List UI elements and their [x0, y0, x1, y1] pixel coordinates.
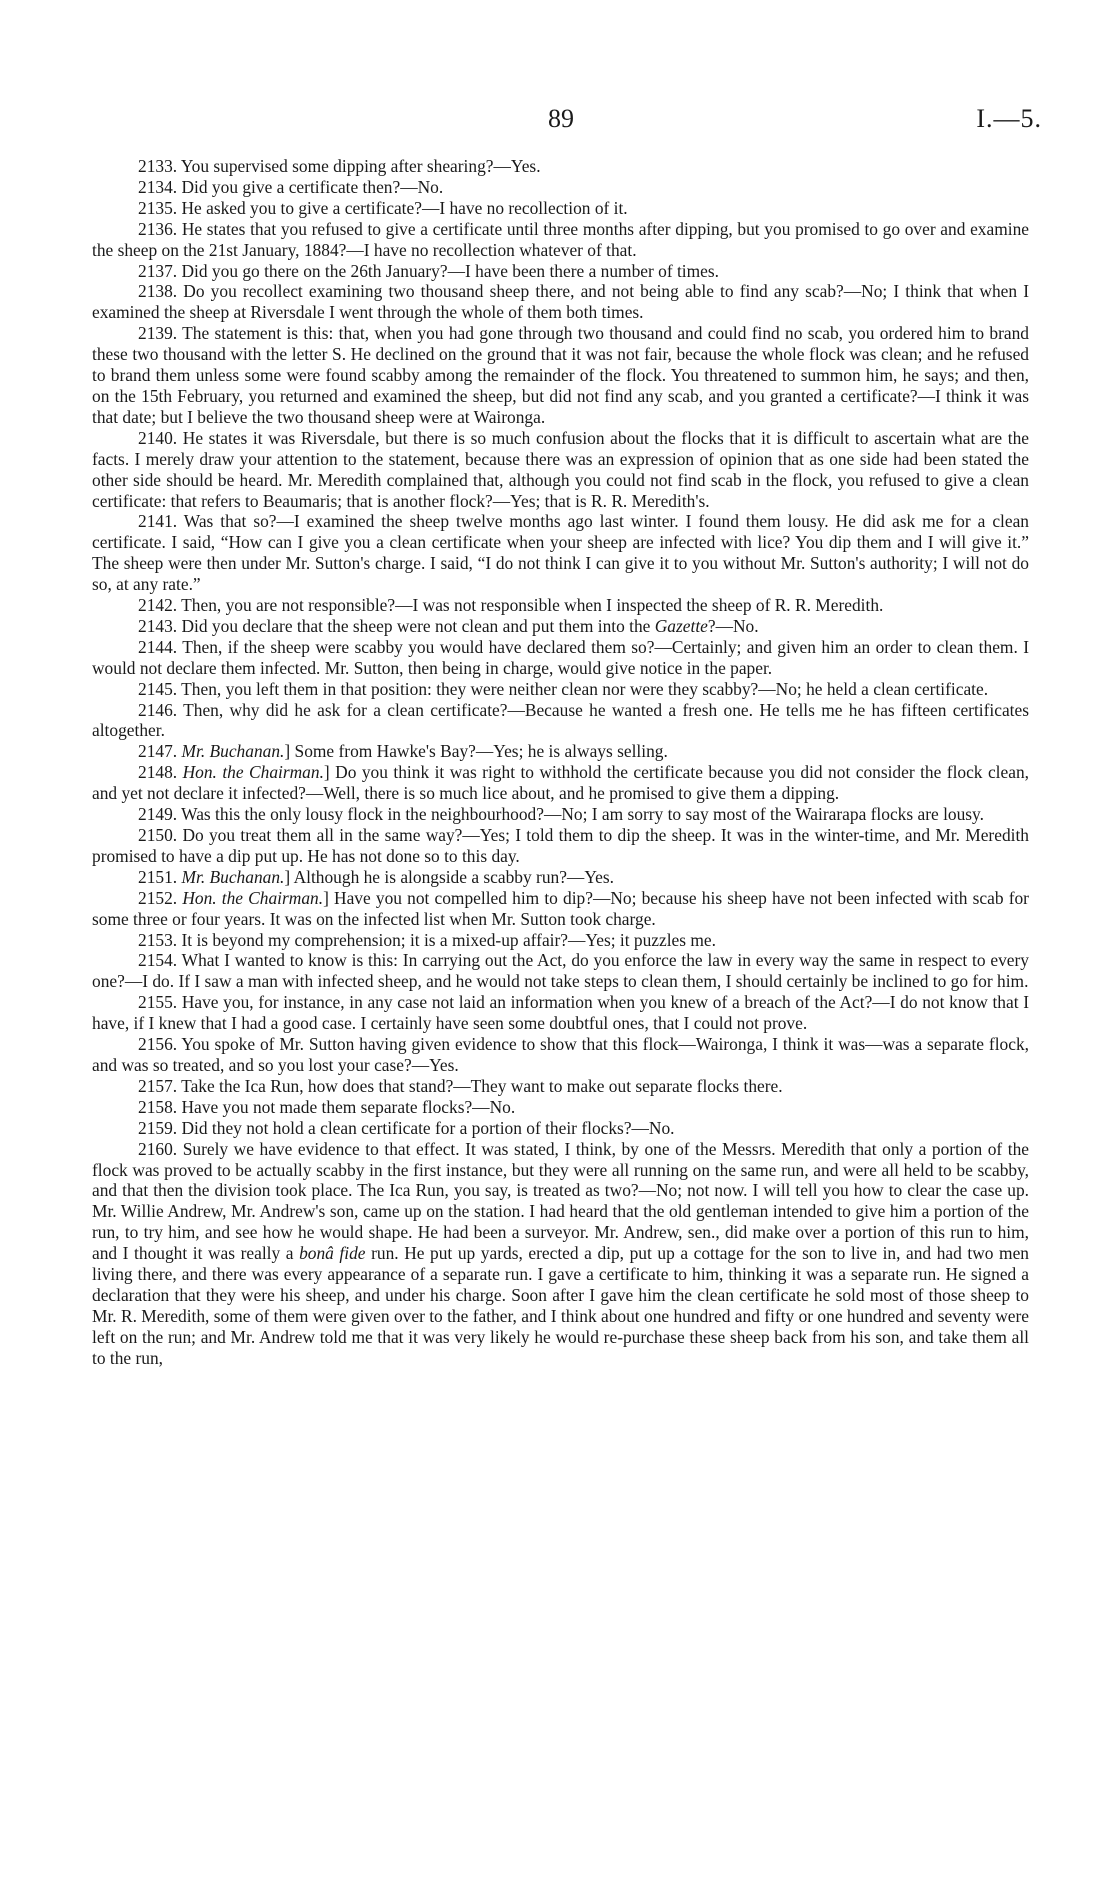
- question-number: 2156.: [138, 1034, 178, 1055]
- paragraph-text: Surely we have evidence to that effect. It was stated, I think, by one of the Messrs. Meredith that only a portion of the flock was proved to be actually scabby in the first instance, but they were all running on the same run, and were all held to be scabby, and that then the division took place. The Ica Run, you say, is treated as two?—No; not now. I will tell you how to clear the case up. Mr. Willie Andrew, Mr. Andrew's son, came up on the station. I had heard that the old gentleman intended to give him a portion of the run, to try him, and see how he would shape. He had been a surveyor. Mr. Andrew, sen., did make over a portion of this run to him, and I thought it was really a: [92, 1138, 1029, 1264]
- paragraph-text: Do you treat them all in the same way?—Yes; I told them to dip the sheep. It was in the winter-time, and Mr. Meredith promised to have a dip put up. He has not done so to this day.: [92, 825, 1029, 866]
- question-answer-paragraph: [92, 1097, 1029, 1118]
- question-number: 2154.: [138, 950, 178, 971]
- question-answer-paragraph: [92, 177, 1029, 198]
- paragraph-text: Did you go there on the 26th January?—I have been there a number of times.: [177, 260, 719, 281]
- paragraph-text: Then, you are not responsible?—I was not responsible when I inspected the sheep of R. R. Meredith.: [177, 595, 884, 616]
- question-number: 2143.: [138, 615, 178, 636]
- question-answer-paragraph: [92, 888, 1029, 930]
- page-header: [0, 104, 1114, 140]
- question-answer-paragraph: [92, 1076, 1029, 1097]
- page-number: 89: [548, 104, 574, 133]
- question-answer-paragraph: [92, 261, 1029, 282]
- minutes-of-evidence: [92, 156, 1029, 1369]
- paragraph-text: He states it was Riversdale, but there is so much confusion about the flocks that it is difficult to ascertain what are the facts. I merely draw your attention to the statement, because there was an expression of opinion that as one side had been stated the other side should be heard. Mr. Meredith complained that, although you could not find scab in the flock, you refused to give a clean certificate: that refers to Beaumaris; that is another flock?—Yes; that is R. R. Meredith's.: [92, 427, 1029, 511]
- question-number: 2146.: [138, 699, 178, 720]
- question-answer-paragraph: [92, 323, 1029, 428]
- question-answer-paragraph: [92, 1034, 1029, 1076]
- question-number: 2142.: [138, 595, 178, 616]
- paragraph-text: Then, why did he ask for a clean certificate?—Because he wanted a fresh one. He tells me he has fifteen certificates altogether.: [92, 699, 1029, 741]
- question-number: 2158.: [138, 1096, 178, 1117]
- italic-term: bonâ fide: [299, 1243, 366, 1264]
- section-reference: I.—5.: [976, 104, 1042, 133]
- question-number: 2145.: [138, 678, 178, 699]
- question-answer-paragraph: [92, 156, 1029, 177]
- paragraph-text: Did they not hold a clean certificate for a portion of their flocks?—No.: [177, 1117, 675, 1138]
- question-answer-paragraph: [92, 637, 1029, 679]
- question-answer-paragraph: [92, 679, 1029, 700]
- question-answer-paragraph: [92, 1139, 1029, 1369]
- paragraph-text: It is beyond my comprehension; it is a mixed-up affair?—Yes; it puzzles me.: [177, 929, 716, 950]
- paragraph-text-continued: run. He put up yards, erected a dip, put up a cottage for the son to live in, and had two men living there, and there was every appearance of a separate run. I gave a certificate to him, thinking it was a separate run. He signed a declaration that they were his sheep, and under his charge. Soon after I gave him the clean certificate he sold most of those sheep to Mr. R. Meredith, some of them were given over to the father, and I think about one hundred and fifty or one hundred and seventy were left on the run; and Mr. Andrew told me that it was very likely he would re-purchase these sheep back from his son, and take them all to the run,: [92, 1243, 1029, 1368]
- question-number: 2138.: [138, 281, 178, 302]
- question-number: 2148.: [138, 762, 178, 783]
- speaker-name: Hon. the Chairman.: [182, 887, 324, 908]
- question-answer-paragraph: [92, 825, 1029, 867]
- question-answer-paragraph: [92, 741, 1029, 762]
- question-number: 2155.: [138, 992, 178, 1013]
- question-number: 2159.: [138, 1117, 178, 1138]
- question-number: 2139.: [138, 323, 178, 344]
- question-answer-paragraph: [92, 762, 1029, 804]
- question-number: 2149.: [138, 804, 178, 825]
- paragraph-text: Have you, for instance, in any case not laid an information when you knew of a breach of the Act?—I do not know that I have, if I knew that I had a good case. I certainly have seen some doubtful ones, that I could not prove.: [92, 992, 1029, 1034]
- question-answer-paragraph: [92, 511, 1029, 595]
- paragraph-text: Did you give a certificate then?—No.: [177, 176, 444, 197]
- question-answer-paragraph: [92, 219, 1029, 261]
- question-answer-paragraph: [92, 700, 1029, 742]
- question-answer-paragraph: [92, 595, 1029, 616]
- question-answer-paragraph: [92, 930, 1029, 951]
- paragraph-text: He states that you refused to give a certificate until three months after dipping, but you promised to go over and examine the sheep on the 21st January, 1884?—I have no recollection whatever of that.: [92, 218, 1029, 260]
- paragraph-text: Then, you left them in that position: they were neither clean nor were they scabby?—No; he held a clean certificate.: [177, 678, 989, 699]
- italic-term: Gazette: [654, 615, 708, 636]
- question-answer-paragraph: [92, 1118, 1029, 1139]
- question-number: 2134.: [138, 176, 178, 197]
- question-answer-paragraph: [92, 281, 1029, 323]
- question-answer-paragraph: [92, 428, 1029, 512]
- question-answer-paragraph: [92, 992, 1029, 1034]
- question-answer-paragraph: [92, 616, 1029, 637]
- speaker-name: Mr. Buchanan.: [181, 866, 285, 887]
- question-number: 2147.: [138, 741, 178, 762]
- paragraph-text-continued: ?—No.: [707, 615, 759, 636]
- speaker-name: Hon. the Chairman.: [182, 762, 324, 783]
- paragraph-text: Have you not made them separate flocks?—No.: [177, 1096, 516, 1117]
- paragraph-text: ] Have you not compelled him to dip?—No; because his sheep have not been infected with scab for some three or four years. It was on the infected list when Mr. Sutton took charge.: [92, 887, 1029, 929]
- paragraph-text: What I wanted to know is this: In carrying out the Act, do you enforce the law in every way the same in respect to every one?—I do. If I saw a man with infected sheep, and he would not take steps to clean them, I should certainly be inclined to go for him.: [92, 950, 1029, 992]
- paragraph-text: Do you recollect examining two thousand sheep there, and not being able to find any scab?—No; I think that when I examined the sheep at Riversdale I went through the whole of them both times.: [92, 281, 1029, 323]
- question-answer-paragraph: [92, 198, 1029, 219]
- paragraph-text: ] Do you think it was right to withhold the certificate because you did not consider the flock clean, and yet not declare it infected?—Well, there is so much lice about, and he promised to give them a dipping.: [92, 762, 1029, 804]
- paragraph-text: The statement is this: that, when you had gone through two thousand and could find no scab, you ordered him to brand these two thousand with the letter S. He declined on the ground that it was not fair, because the whole flock was clean; and he refused to brand them unless some were found scabby among the remainder of the flock. You threatened to summon him, he says; and then, on the 15th February, you returned and examined the sheep, but did not find any scab, and you granted a certificate?—I think it was that date; but I believe the two thousand sheep were at Waironga.: [92, 323, 1029, 427]
- question-number: 2151.: [138, 866, 178, 887]
- question-number: 2140.: [138, 427, 178, 448]
- question-number: 2160.: [138, 1138, 178, 1159]
- question-number: 2136.: [138, 218, 178, 239]
- question-number: 2135.: [138, 197, 178, 218]
- paragraph-text: Was that so?—I examined the sheep twelve months ago last winter. I found them lousy. He did ask me for a clean certificate. I said, “How can I give you a clean certificate when your sheep are infected with lice? You dip them and I will give it.” The sheep were then under Mr. Sutton's charge. I said, “I do not think I can give it to you without Mr. Sutton's authority; I will not do so, at any rate.”: [92, 511, 1029, 595]
- question-number: 2141.: [138, 511, 178, 532]
- question-number: 2133.: [138, 156, 178, 176]
- question-number: 2144.: [138, 636, 178, 657]
- paragraph-text: Did you declare that the sheep were not clean and put them into the: [177, 615, 655, 636]
- speaker-name: Mr. Buchanan.: [181, 741, 285, 762]
- question-number: 2152.: [138, 887, 178, 908]
- question-number: 2153.: [138, 929, 178, 950]
- question-answer-paragraph: [92, 867, 1029, 888]
- paragraph-text: Was this the only lousy flock in the neighbourhood?—No; I am sorry to say most of the Wairarapa flocks are lousy.: [177, 804, 984, 825]
- paragraph-text: You spoke of Mr. Sutton having given evidence to show that this flock—Waironga, I think it was—was a separate flock, and was so treated, and so you lost your case?—Yes.: [92, 1034, 1029, 1075]
- question-answer-paragraph: [92, 950, 1029, 992]
- paragraph-text: ] Although he is alongside a scabby run?—Yes.: [284, 866, 614, 887]
- paragraph-text: ] Some from Hawke's Bay?—Yes; he is always selling.: [284, 741, 668, 762]
- question-number: 2157.: [138, 1075, 178, 1096]
- paragraph-text: Then, if the sheep were scabby you would have declared them so?—Certainly; and given him an order to clean them. I would not declare them infected. Mr. Sutton, then being in charge, would give notice in the paper.: [92, 636, 1029, 678]
- paragraph-text: You supervised some dipping after shearing?—Yes.: [177, 156, 541, 176]
- question-number: 2137.: [138, 260, 178, 281]
- paragraph-text: He asked you to give a certificate?—I have no recollection of it.: [177, 197, 628, 218]
- question-number: 2150.: [138, 825, 178, 845]
- paragraph-text: Take the Ica Run, how does that stand?—They want to make out separate flocks there.: [177, 1075, 783, 1096]
- question-answer-paragraph: [92, 804, 1029, 825]
